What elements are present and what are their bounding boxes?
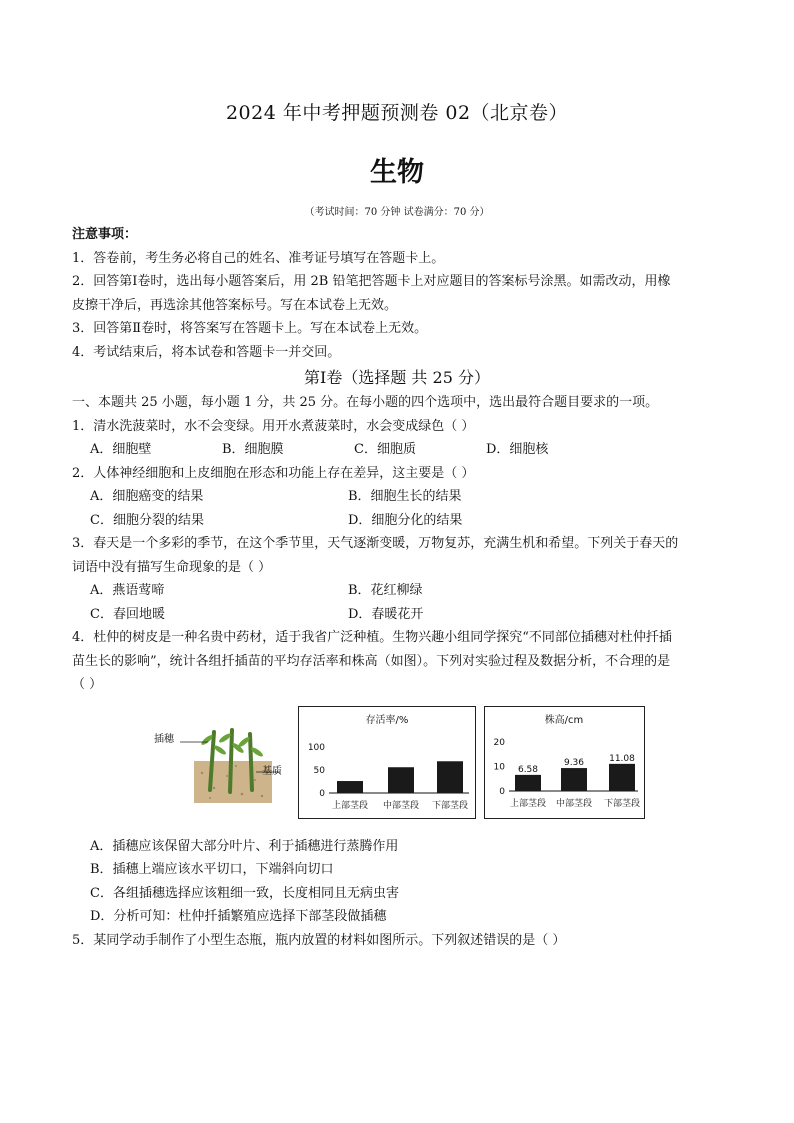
question-4-stem: 4．杜仲的树皮是一种名贵中药材，适于我省广泛种植。生物兴趣小组同学探究“不同部位插穗对杜仲扦插 (72, 630, 672, 645)
y-tick-label: 0 (319, 788, 325, 799)
option-a: A．插穗应该保留大部分叶片、利于插穗进行蒸腾作用 (90, 838, 399, 854)
exam-title: 2024 年中考押题预测卷 02（北京卷） (225, 102, 569, 124)
note-line: 3．回答第Ⅱ卷时，将答案写在答题卡上。写在本试卷上无效。 (72, 321, 428, 336)
part1-title: 第Ⅰ卷（选择题 共 25 分） (304, 368, 490, 387)
substrate-label: 基质 (262, 765, 282, 777)
bar (388, 767, 414, 793)
note-line: 4．考试结束后，将本试卷和答题卡一并交回。 (72, 344, 341, 360)
exam-info: （考试时间：70 分钟 试卷满分：70 分） (304, 207, 490, 218)
question-4-figure (72, 706, 722, 831)
option-c: C．各组插穗选择应该粗细一致，长度相同且无病虫害 (90, 885, 399, 901)
question-2-options (72, 485, 722, 509)
option-d: D．春暖花开 (348, 606, 424, 622)
option-d: D．细胞分化的结果 (348, 512, 463, 528)
y-tick-label: 100 (307, 742, 325, 753)
option-d: D．细胞核 (486, 442, 549, 457)
note-line: 皮擦干净后，再选涂其他答案标号。写在本试卷上无效。 (72, 297, 398, 313)
bar (515, 774, 541, 790)
cutting-label: 插穗 (154, 733, 174, 745)
survival-rate-chart (298, 706, 476, 819)
y-tick-label: 0 (499, 786, 505, 797)
question-4-stem: （ ） (72, 677, 103, 692)
survival-rate-chart-svg (299, 707, 475, 818)
bar (561, 768, 587, 791)
y-tick-label: 10 (493, 762, 505, 772)
y-tick-label: 20 (493, 737, 505, 748)
option-c: C．春回地暖 (90, 606, 165, 622)
question-3-stem: 3．春天是一个多彩的季节，在这个季节里，天气逐渐变暖，万物复苏，充满生机和希望。下列关于春天的 (72, 536, 679, 551)
option-a: A．细胞壁 (90, 442, 152, 457)
option-b: B．细胞生长的结果 (348, 489, 462, 504)
option-a: A．燕语莺啼 (90, 583, 165, 598)
note-line: 1．答卷前，考生务必将自己的姓名、准考证号填写在答题卡上。 (72, 250, 445, 266)
bar (609, 763, 635, 790)
bar (337, 781, 363, 793)
question-2-options (72, 509, 722, 533)
question-3-options (72, 603, 722, 627)
option-b: B．插穗上端应该水平切口，下端斜向切口 (90, 862, 334, 877)
option-c: C．细胞分裂的结果 (90, 512, 204, 528)
question-3-stem: 词语中没有描写生命现象的是（ ） (72, 559, 272, 575)
question-1-options (72, 438, 722, 462)
option-b: B．花红柳绿 (348, 583, 423, 598)
bar (437, 761, 463, 793)
data-label: 9.36 (563, 757, 585, 768)
chart-title: 株高/cm (544, 714, 584, 726)
part1-instruction: 一、本题共 25 小题，每小题 1 分，共 25 分。在每小题的四个选项中，选出最符合题目要求的一项。 (72, 395, 659, 410)
x-tick-label: 上部茎段 (331, 800, 369, 811)
option-a: A．细胞癌变的结果 (90, 489, 204, 504)
chart-title: 存活率/% (365, 714, 409, 726)
plant-height-chart-svg (485, 707, 644, 818)
data-label: 11.08 (609, 753, 635, 764)
question-4-stem: 苗生长的影响”，统计各组扦插苗的平均存活率和株高（如图）。下列对实验过程及数据分析，不合理的是 (72, 653, 671, 669)
question-1-stem: 1．清水洗菠菜时，水不会变绿。用开水煮菠菜时，水会变成绿色（ ） (72, 418, 475, 434)
question-5-stem: 5．某同学动手制作了小型生态瓶，瓶内放置的材料如图所示。下列叙述错误的是（ ） (72, 932, 566, 948)
x-tick-label: 下部茎段 (603, 798, 641, 809)
subject-title: 生物 (370, 157, 424, 188)
option-b: B．细胞膜 (222, 442, 284, 457)
substrate-soil (194, 761, 272, 803)
note-line: 2．回答第Ⅰ卷时，选出每小题答案后，用 2B 铅笔把答题卡上对应题目的答案标号涂黑。如需改动，用橡 (72, 274, 671, 289)
option-d: D．分析可知：杜仲扦插繁殖应选择下部茎段做插穗 (90, 909, 387, 924)
notes-heading: 注意事项： (72, 227, 138, 242)
data-label: 6.58 (517, 764, 539, 775)
x-tick-label: 中部茎段 (382, 800, 420, 811)
x-tick-label: 下部茎段 (431, 800, 469, 811)
x-tick-label: 上部茎段 (509, 798, 547, 809)
question-3-options (72, 579, 722, 603)
x-tick-label: 中部茎段 (555, 798, 593, 809)
exam-content (72, 223, 722, 952)
y-tick-label: 50 (313, 765, 325, 776)
plant-height-chart (484, 706, 645, 819)
option-c: C．细胞质 (354, 442, 416, 457)
question-2-stem: 2．人体神经细胞和上皮细胞在形态和功能上存在差异，这主要是（ ） (72, 465, 475, 481)
